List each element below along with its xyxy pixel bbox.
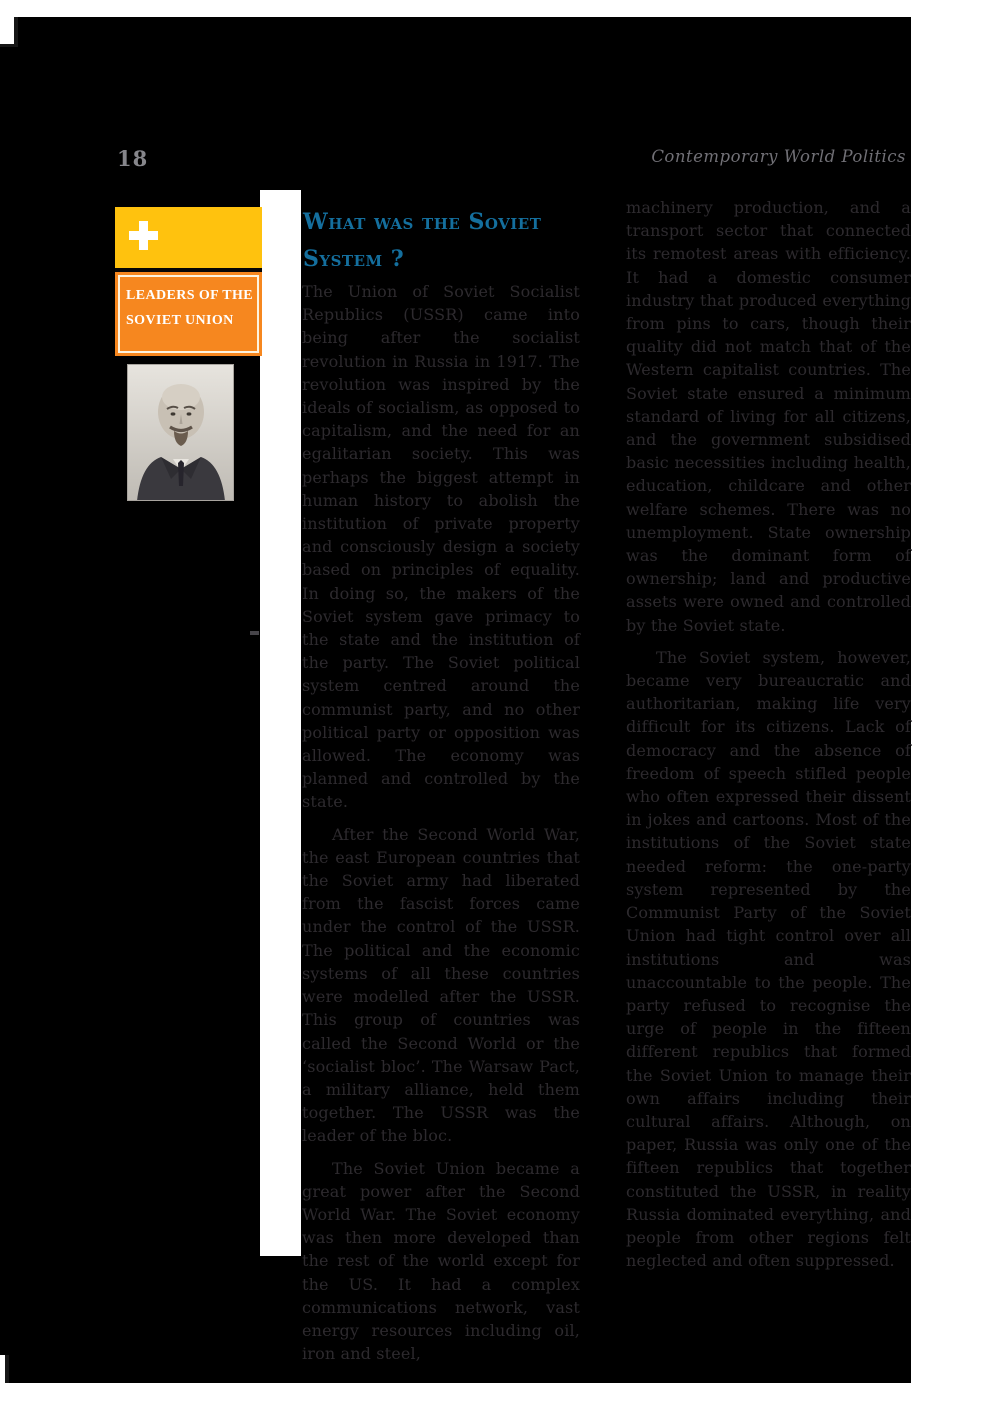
paragraph: The Soviet Union became a great power after the Second World War. The Soviet economy was then more developed than the rest of the world except for the US. It had a complex communications network, vast energy resources including oil, iron and steel,: [302, 1158, 580, 1364]
crop-mark-top-left: [0, 17, 18, 47]
sidebar-badge-label-line1: LEADERS OF THE: [126, 288, 253, 303]
scan-white-strip: [260, 190, 301, 1256]
sidebar-badge-label-line2: SOVIET UNION: [126, 313, 234, 328]
sidebar-yellow-box: [115, 207, 262, 268]
running-header: Contemporary World Politics: [651, 147, 906, 166]
text-column-left: [302, 280, 580, 1374]
paragraph: After the Second World War, the east European countries that the Soviet army had liberated from the fascist forces came under the control of the USSR. The political and the economic systems of all these countries were modelled after the USSR. This group of countries was called the Second World or the ‘socialist bloc’. The Warsaw Pact, a military alliance, held them together. The USSR was the leader of the bloc.: [302, 824, 580, 1146]
page-edge-band-right: [911, 0, 992, 1403]
page-edge-band-top: [0, 0, 992, 17]
plus-cross-icon: [129, 221, 158, 250]
crop-mark-bottom-left: [0, 1355, 9, 1383]
scan-artifact-dash: [250, 631, 259, 635]
text-column-right: [626, 196, 911, 1281]
paragraph: The Soviet system, however, became very bureaucratic and authoritarian, making life very difficult for its citizens. Lack of democracy and the absence of freedom of speech stifled people who often expressed their dissent in jokes and cartoons. Most of the institutions of the Soviet state needed reform: the one-party system represented by the Communist Party of the Soviet Union had tight control over all institutions and was unaccountable to the people. The party refused to recognise the urge of people in the fifteen different republics that formed the Soviet Union to manage their own affairs including their cultural affairs. Although, on paper, Russia was only one of the fifteen republics that together constituted the USSR, in reality Russia dominated everything, and people from other regions felt neglected and often suppressed.: [626, 647, 911, 1271]
paragraph: machinery production, and a transport sector that connected its remotest areas with efficiency. It had a domestic consumer industry that produced everything from pins to cars, though their quality did not match that of the Western capitalist countries. The Soviet state ensured a minimum standard of living for all citizens, and the government subsidised basic necessities including health, education, childcare and other welfare schemes. There was no unemployment. State ownership was the dominant form of ownership; land and productive assets were owned and controlled by the Soviet state.: [626, 198, 911, 635]
section-heading: What was the Soviet System ?: [303, 209, 542, 272]
sidebar-badge-inner: [118, 275, 259, 353]
lenin-portrait-photo: [127, 364, 234, 501]
paragraph: The Union of Soviet Socialist Republics (USSR) came into being after the socialist revolution in Russia in 1917. The revolution was inspired by the ideals of socialism, as opposed to capitalism, and the need for an egalitarian society. This was perhaps the biggest attempt in human history to abolish the institution of private property and consciously design a society based on principles of equality. In doing so, the makers of the Soviet system gave primacy to the state and the institution of the party. The Soviet political system centred around the communist party, and no other political party or opposition was allowed. The economy was planned and controlled by the state.: [302, 282, 580, 812]
sidebar-badge: [115, 272, 262, 356]
page-number: 18: [117, 146, 149, 171]
page-edge-band-bottom: [0, 1383, 992, 1403]
